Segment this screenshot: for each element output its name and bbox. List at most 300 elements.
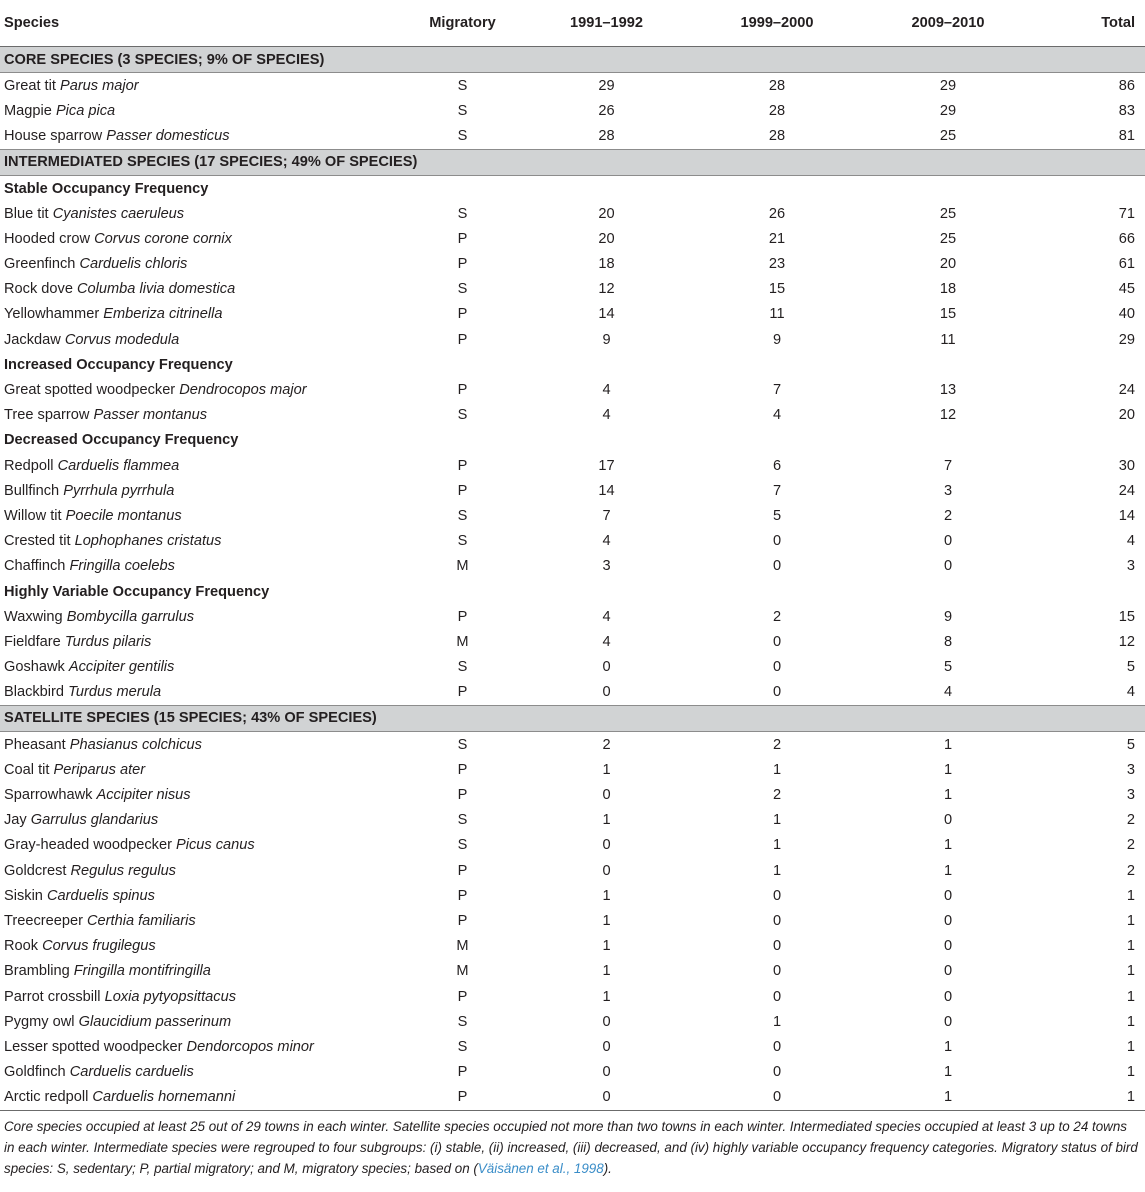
section-title: SATELLITE SPECIES (15 SPECIES; 43% OF SPECIES) [0,705,1145,731]
count-1999-2000: 21 [768,230,786,247]
count-1999-2000: 0 [693,1085,861,1111]
species-cell [0,629,405,654]
count-1999-2000: 1 [772,812,782,829]
count-total: 24 [1118,482,1135,499]
count-1991-1992: 0 [602,862,611,879]
header-migratory: Migratory [405,0,520,47]
count-1999-2000: 1 [772,837,782,854]
table-body [0,47,1145,1111]
subgroup-header-row [0,579,1145,604]
header-1991-1992: 1991–1992 [520,0,693,47]
migratory-cell: S [457,736,468,753]
count-total: 3 [1126,558,1135,575]
count-1999-2000: 2 [772,608,782,625]
section-header-row [0,149,1145,175]
species-cell [0,959,405,984]
table-row [0,478,1145,503]
table-row [0,782,1145,807]
species-latin-name: Fringilla coelebs [69,558,175,575]
species-cell [0,124,405,150]
count-1999-2000: 0 [772,633,782,650]
migratory-cell: S [457,1013,468,1030]
species-latin-name: Periparus ater [53,761,146,778]
species-cell [0,554,405,579]
table-row [0,959,1145,984]
subgroup-header-row [0,352,1145,377]
table-row [0,858,1145,883]
count-2009-2010: 0 [943,938,953,955]
species-common-name: Blackbird [4,684,65,701]
count-2009-2010: 5 [943,659,953,676]
species-common-name: Greenfinch [4,256,76,273]
count-2009-2010: 7 [943,457,953,474]
count-2009-2010: 3 [943,482,953,499]
species-cell [0,377,405,402]
section-title: CORE SPECIES (3 SPECIES; 9% OF SPECIES) [0,47,1145,73]
species-cell [0,908,405,933]
species-latin-name: Certhia familiaris [87,912,196,929]
species-common-name: Sparrowhawk [4,787,93,804]
count-1999-2000: 15 [768,281,786,298]
footnote-text: Core species occupied at least 25 out of 29 towns in each winter. Satellite species occupied not more than two towns in each winter. Intermediated species occupied at least 3 up to 24 towns in each winter. Intermediate species were regrouped to four subgroups: (i) stable, (ii) increased, (iii) decreased, and (iv) highly variable occupancy frequency categories. Migratory status of bird species: S, sedentary; P, partial migratory; and M, migratory species; based on ( [4,1118,1138,1176]
section-header-row [0,705,1145,731]
count-1999-2000: 4 [772,407,782,424]
species-common-name: Goldcrest [4,862,67,879]
species-latin-name: Carduelis flammea [57,457,180,474]
count-total: 1 [1126,938,1135,955]
count-1991-1992: 2 [602,736,611,753]
species-cell [0,1085,405,1111]
species-common-name: Goldfinch [4,1064,66,1081]
subgroup-title: Stable Occupancy Frequency [4,180,209,197]
count-total: 1 [1126,1038,1135,1055]
count-1991-1992: 1 [602,761,611,778]
count-total: 5 [1126,736,1135,753]
species-common-name: Fieldfare [4,633,61,650]
count-total: 1 [1126,912,1135,929]
species-common-name: Blue tit [4,205,49,222]
count-1991-1992: 4 [602,382,611,399]
count-1991-1992: 4 [602,407,611,424]
subgroup-title: Highly Variable Occupancy Frequency [4,583,270,600]
species-cell [0,327,405,352]
species-cell [0,201,405,226]
count-1999-2000: 0 [772,912,782,929]
table-row [0,1060,1145,1085]
count-1999-2000: 0 [772,963,782,980]
count-1991-1992: 1 [602,963,611,980]
count-total: 1 [1126,887,1135,904]
species-latin-name: Parus major [59,77,139,94]
table-row [0,1034,1145,1059]
count-total: 45 [1118,281,1135,298]
count-1999-2000: 9 [772,331,782,348]
species-common-name: Chaffinch [4,558,66,575]
count-2009-2010: 15 [939,306,957,323]
count-total: 24 [1118,382,1135,399]
species-cell [0,478,405,503]
migratory-cell: P [457,761,468,778]
species-common-name: Willow tit [4,507,62,524]
section-title: INTERMEDIATED SPECIES (17 SPECIES; 49% OF SPECIES) [0,149,1145,175]
table-row [0,1085,1145,1111]
count-1999-2000: 0 [772,1064,782,1081]
count-total: 4 [1126,684,1135,701]
count-2009-2010: 4 [943,684,953,701]
species-common-name: Pheasant [4,736,66,753]
species-latin-name: Poecile montanus [65,507,182,524]
count-total: 3 [1126,761,1135,778]
count-total: 2 [1126,837,1135,854]
count-1999-2000: 23 [768,256,786,273]
table-row [0,503,1145,528]
count-total: 1 [1126,963,1135,980]
species-latin-name: Accipiter gentilis [68,659,175,676]
header-1999-2000: 1999–2000 [693,0,861,47]
species-latin-name: Loxia pytyopsittacus [104,988,236,1005]
table-row [0,655,1145,680]
count-2009-2010: 11 [940,331,956,348]
species-common-name: Magpie [4,102,52,119]
count-total: 1 [1035,1085,1145,1111]
count-1991-1992: 1 [602,912,611,929]
species-cell [0,73,405,99]
table-row [0,757,1145,782]
migratory-cell: P [457,331,468,348]
count-total: 14 [1118,507,1135,524]
count-total: 81 [1118,128,1135,145]
migratory-cell: P [457,862,468,879]
count-1999-2000: 1 [772,1013,782,1030]
count-1999-2000: 0 [772,938,782,955]
species-cell [0,529,405,554]
count-total: 30 [1118,457,1135,474]
table-row [0,73,1145,99]
count-1991-1992: 20 [598,230,615,247]
table-row [0,529,1145,554]
count-total: 3 [1126,787,1135,804]
species-cell [0,98,405,123]
count-1991-1992: 4 [602,633,611,650]
migratory-cell: S [457,102,468,119]
migratory-cell: P [457,988,468,1005]
count-1991-1992: 1 [602,988,611,1005]
species-common-name: Arctic redpoll [4,1089,89,1106]
migratory-cell: P [457,608,468,625]
species-latin-name: Garrulus glandarius [30,812,159,829]
table-row [0,377,1145,402]
count-2009-2010: 1 [943,862,953,879]
migratory-cell: S [457,1038,468,1055]
count-2009-2010: 1 [861,1085,1035,1111]
species-common-name: Pygmy owl [4,1013,75,1030]
table-row [0,680,1145,706]
migratory-cell: P [457,684,468,701]
species-cell [0,277,405,302]
count-1991-1992: 1 [602,938,611,955]
count-1999-2000: 28 [768,128,786,145]
species-cell [0,453,405,478]
count-1999-2000: 0 [772,558,782,575]
table-row [0,934,1145,959]
count-2009-2010: 0 [943,812,953,829]
count-2009-2010: 12 [939,407,957,424]
migratory-cell: P [457,887,468,904]
count-1999-2000: 1 [772,761,782,778]
species-common-name: Bullfinch [4,482,60,499]
species-common-name: Brambling [4,963,70,980]
species-cell [0,808,405,833]
count-total: 1 [1126,1064,1135,1081]
subgroup-header-row [0,175,1145,201]
count-1991-1992: 29 [598,77,615,94]
count-total: 71 [1118,205,1135,222]
count-1999-2000: 28 [768,77,786,94]
species-cell [0,1034,405,1059]
species-common-name: Jackdaw [4,331,61,348]
migratory-cell: M [456,633,469,650]
species-cell [0,655,405,680]
count-1991-1992: 0 [520,1085,693,1111]
table-row [0,833,1145,858]
species-latin-name: Dendrocopos major [179,382,307,399]
count-1991-1992: 0 [602,1038,611,1055]
species-latin-name: Fringilla montifringilla [73,963,211,980]
header-species: Species [0,0,405,47]
header-total: Total [1035,0,1145,47]
species-latin-name: Columba livia domestica [77,281,236,298]
species-cell [0,1009,405,1034]
species-latin-name: Lophophanes cristatus [74,533,222,550]
migratory-cell: S [457,812,468,829]
species-common-name: Tree sparrow [4,407,90,424]
count-1991-1992: 1 [602,887,611,904]
species-cell [0,252,405,277]
species-common-name: Treecreeper [4,912,83,929]
species-common-name: House sparrow [4,128,103,145]
species-latin-name: Emberiza citrinella [103,306,223,323]
count-1999-2000: 0 [772,533,782,550]
header-2009-2010: 2009–2010 [861,0,1035,47]
table-row [0,629,1145,654]
count-total: 12 [1118,633,1135,650]
table-row [0,201,1145,226]
species-latin-name: Carduelis chloris [79,256,188,273]
count-1991-1992: 4 [602,533,611,550]
count-1999-2000: 0 [772,659,782,676]
species-latin-name: Carduelis spinus [47,887,155,904]
count-1999-2000: 0 [772,684,782,701]
species-common-name: Waxwing [4,608,63,625]
count-1999-2000: 6 [772,457,782,474]
species-latin-name: Picus canus [176,837,255,854]
header-row [0,0,1145,47]
species-latin-name: Pyrrhula pyrrhula [63,482,175,499]
count-1991-1992: 1 [602,812,611,829]
count-1999-2000: 7 [772,382,782,399]
table-row [0,252,1145,277]
species-common-name: Rock dove [4,281,73,298]
footnote-end: ). [603,1160,612,1176]
count-1991-1992: 0 [602,1064,611,1081]
species-cell [0,883,405,908]
migratory-cell: S [457,507,468,524]
count-total: 2 [1126,812,1135,829]
count-2009-2010: 13 [939,382,957,399]
migratory-cell: M [456,938,469,955]
species-common-name: Hooded crow [4,230,90,247]
count-1991-1992: 4 [602,608,611,625]
subgroup-title: Increased Occupancy Frequency [4,356,233,373]
count-2009-2010: 0 [943,963,953,980]
count-1999-2000: 1 [772,862,782,879]
count-2009-2010: 25 [939,230,957,247]
migratory-cell: P [457,382,468,399]
section-header-row [0,47,1145,73]
species-common-name: Rook [4,938,39,955]
count-2009-2010: 29 [939,77,957,94]
count-1999-2000: 0 [772,988,782,1005]
count-1999-2000: 7 [772,482,782,499]
count-1991-1992: 14 [598,482,615,499]
count-2009-2010: 0 [943,887,953,904]
count-2009-2010: 0 [943,533,953,550]
count-2009-2010: 1 [943,837,953,854]
migratory-cell: P [457,1064,468,1081]
species-latin-name: Accipiter nisus [96,787,191,804]
count-1991-1992: 0 [602,684,611,701]
species-common-name: Goshawk [4,659,65,676]
count-total: 40 [1118,306,1135,323]
count-2009-2010: 20 [939,256,957,273]
species-common-name: Parrot crossbill [4,988,101,1005]
table-row [0,1009,1145,1034]
count-2009-2010: 9 [943,608,953,625]
count-1991-1992: 17 [598,457,615,474]
migratory-cell: P [457,482,468,499]
count-1991-1992: 12 [598,281,615,298]
table-row [0,732,1145,758]
migratory-cell: S [457,77,468,94]
migratory-cell: S [457,128,468,145]
count-1999-2000: 5 [772,507,782,524]
species-latin-name: Pica pica [55,102,116,119]
migratory-cell: S [457,281,468,298]
count-1991-1992: 9 [602,331,611,348]
count-2009-2010: 25 [939,128,957,145]
count-2009-2010: 0 [943,1013,953,1030]
count-total: 86 [1118,77,1135,94]
species-cell [0,934,405,959]
count-1999-2000: 2 [772,787,782,804]
species-latin-name: Corvus frugilegus [42,938,156,955]
count-total: 5 [1126,659,1135,676]
migratory-cell: P [405,1085,520,1111]
count-total: 2 [1126,862,1135,879]
count-total: 4 [1126,533,1135,550]
species-cell [0,226,405,251]
migratory-cell: P [457,457,468,474]
species-latin-name: Turdus merula [68,684,162,701]
count-1991-1992: 7 [602,507,611,524]
count-1999-2000: 11 [769,306,785,323]
species-cell [0,782,405,807]
species-latin-name: Cyanistes caeruleus [52,205,185,222]
table-row [0,98,1145,123]
count-1999-2000: 2 [772,736,782,753]
subgroup-title: Decreased Occupancy Frequency [4,432,239,449]
count-2009-2010: 1 [943,787,953,804]
migratory-cell: S [457,659,468,676]
species-cell [0,604,405,629]
migratory-cell: S [457,837,468,854]
migratory-cell: P [457,256,468,273]
count-1999-2000: 0 [772,887,782,904]
count-2009-2010: 8 [943,633,953,650]
table-row [0,327,1145,352]
count-1991-1992: 0 [602,1013,611,1030]
species-cell [0,403,405,428]
species-cell [0,732,405,758]
table-row [0,554,1145,579]
species-cell [0,984,405,1009]
count-2009-2010: 18 [939,281,957,298]
species-latin-name: Corvus corone cornix [94,230,232,247]
count-total: 29 [1118,331,1135,348]
count-1991-1992: 0 [602,659,611,676]
count-1991-1992: 0 [602,787,611,804]
count-1999-2000: 26 [768,205,786,222]
species-cell [0,833,405,858]
count-2009-2010: 0 [943,912,953,929]
count-1991-1992: 26 [598,102,615,119]
species-common-name: Jay [4,812,27,829]
species-latin-name: Glaucidium passerinum [78,1013,232,1030]
species-latin-name: Regulus regulus [70,862,176,879]
migratory-cell: S [457,205,468,222]
table-row [0,453,1145,478]
migratory-cell: P [457,787,468,804]
species-latin-name: Corvus modedula [64,331,180,348]
table-row [0,226,1145,251]
count-1999-2000: 28 [768,102,786,119]
table-row [0,403,1145,428]
table-row [0,124,1145,150]
count-1991-1992: 28 [598,128,615,145]
species-latin-name: Carduelis hornemanni [92,1089,236,1106]
table-footnote [0,1111,1145,1179]
species-common-name: Lesser spotted woodpecker [4,1038,183,1055]
species-common-name: Great tit [4,77,56,94]
count-1991-1992: 18 [598,256,615,273]
species-latin-name: Carduelis carduelis [69,1064,194,1081]
count-1991-1992: 20 [598,205,615,222]
footnote-reference-link[interactable]: Väisänen et al., 1998 [477,1160,604,1176]
species-cell [0,302,405,327]
species-common-name: Redpoll [4,457,54,474]
table-row [0,302,1145,327]
species-cell [0,757,405,782]
migratory-cell: P [457,230,468,247]
table-row [0,883,1145,908]
table-row [0,984,1145,1009]
migratory-cell: P [457,306,468,323]
count-total: 1 [1126,1013,1135,1030]
count-2009-2010: 1 [943,1038,953,1055]
species-latin-name: Passer montanus [93,407,208,424]
species-cell [0,680,405,706]
migratory-cell: S [457,407,468,424]
